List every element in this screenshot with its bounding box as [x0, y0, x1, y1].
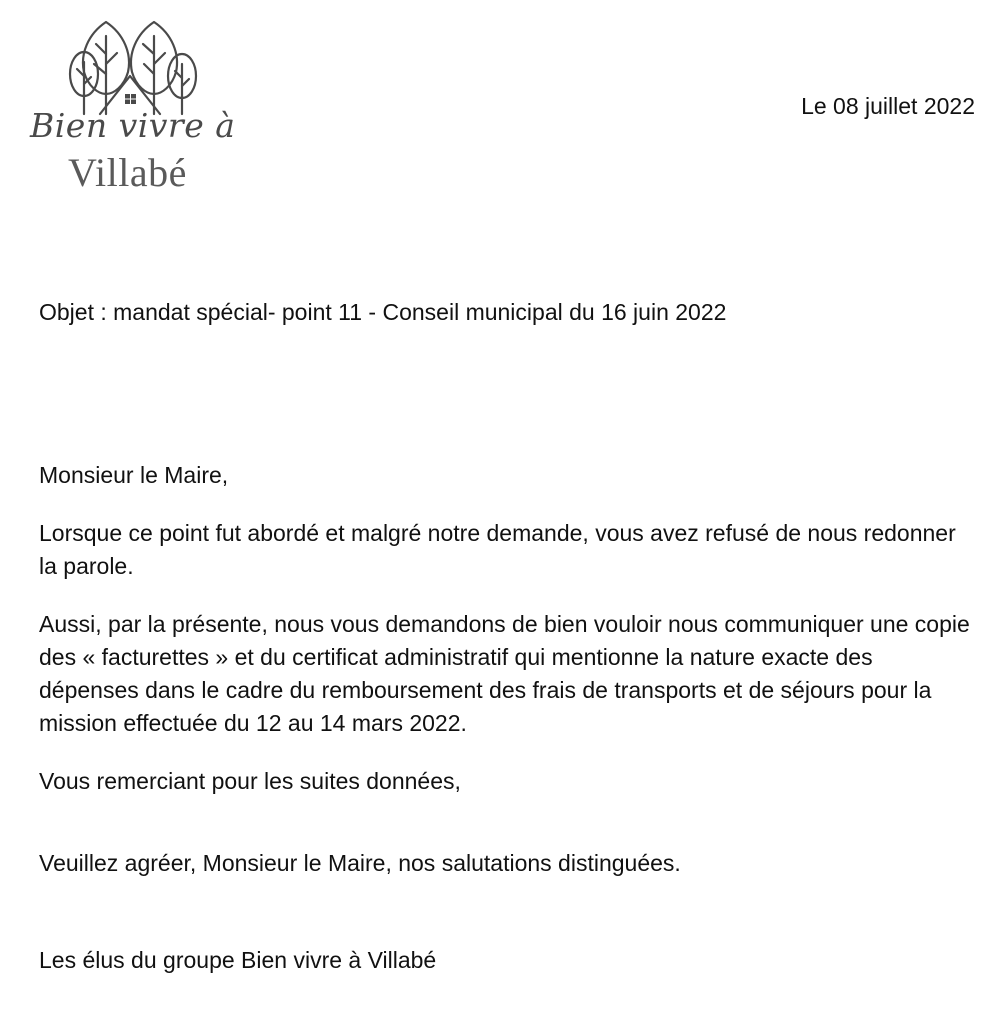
letter-paragraph-1: Lorsque ce point fut abordé et malgré notre demande, vous avez refusé de nous redonner la parole.: [39, 520, 956, 579]
letter-greeting: Monsieur le Maire,: [39, 462, 229, 488]
letter-paragraph-2: Aussi, par la présente, nous vous demandons de bien vouloir nous communiquer une copie des « facturettes » et du certificat administratif qui mentionne la nature exacte des dépenses dans le cadre du remboursement des frais de transports et de séjours pour la mission effectuée du 12 au 14 mars 2022.: [39, 611, 970, 736]
letter-subject: Objet : mandat spécial- point 11 - Conseil municipal du 16 juin 2022: [39, 299, 727, 325]
letter-signature: Les élus du groupe Bien vivre à Villabé: [39, 947, 437, 973]
logo-script-text: Bien vivre à: [30, 106, 236, 145]
letter-date: Le 08 juillet 2022: [801, 93, 975, 119]
logo: [24, 14, 238, 195]
logo-town-text: Villabé: [68, 150, 187, 195]
letter-closing: Veuillez agréer, Monsieur le Maire, nos salutations distinguées.: [39, 850, 681, 876]
letter-paragraph-3: Vous remerciant pour les suites données,: [39, 768, 461, 794]
